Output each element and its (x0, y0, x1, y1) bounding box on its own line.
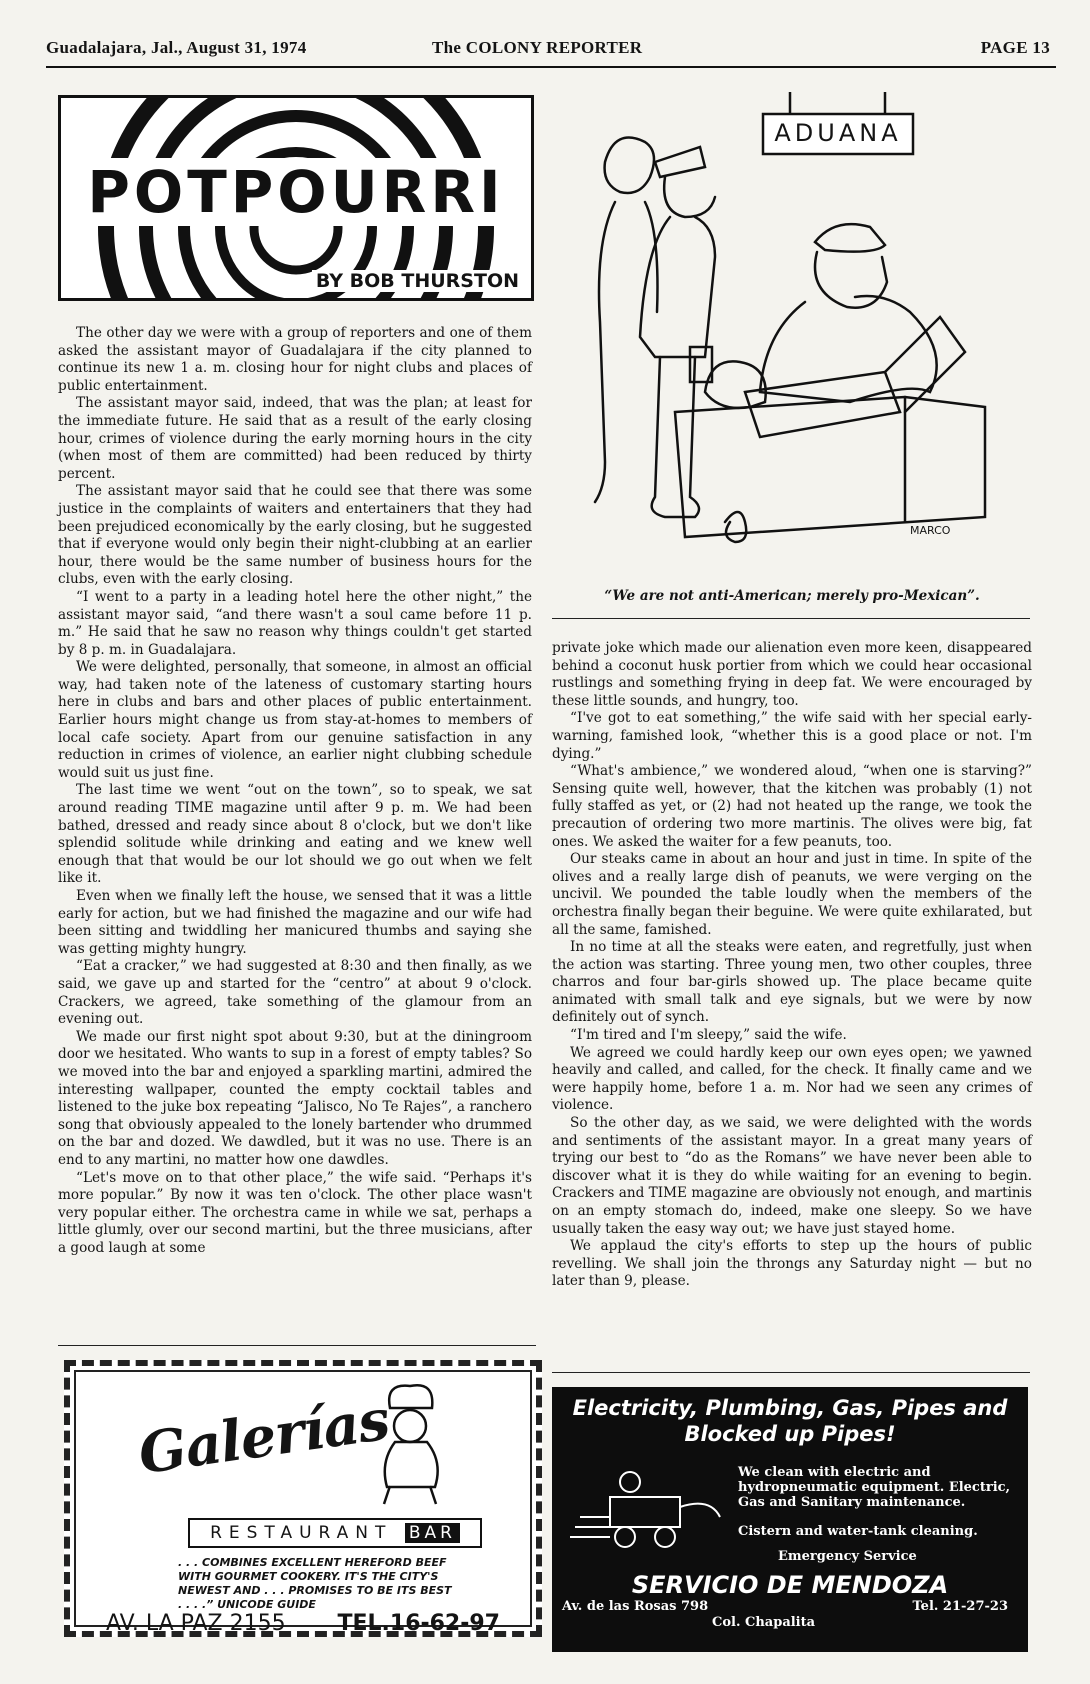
galerias-phone: TEL.16-62-97 (337, 1611, 500, 1636)
mendoza-services (738, 1465, 1018, 1564)
paragraph: We were delighted, personally, that someone, in almost an official way, had taken note of the lateness of customary starting hours here in clubs and bars and other places of public entertainment. Earlier hours might change us from stay-at-homes to members of local cafe society. Apart from our genuine satisfaction in any reduction in crimes of violence, an earlier night clubbing schedule would suit us just fine. (58, 659, 532, 781)
customs-cartoon (585, 92, 1025, 582)
paragraph: The assistant mayor said that he could see that there was some justice in the complaints of waiters and entertainers that they had been prejudiced economically by the early closing, but he suggested that if everyone would only begin their night-clubbing at an earlier hour, there would be the same number of business hours for the clubs, even with the early closing. (58, 483, 532, 588)
paragraph: The assistant mayor said, indeed, that was the plan; at least for the immediate future. He said that as a result of the early closing hour, crimes of violence during the early morning hours in the city (when most of them are committed) had been reduced by thirty percent. (58, 395, 532, 482)
chef-icon (370, 1378, 450, 1508)
mendoza-phone: Tel. 21-27-23 (912, 1599, 1008, 1614)
paragraph: The other day we were with a group of reporters and one of them asked the assistant mayor of Guadalajara if the city planned to continue its new 1 a. m. closing hour for night clubs and places of public entertainment. (58, 325, 532, 394)
review-quote: . . . COMBINES EXCELLENT HEREFORD BEEF WITH GOURMET COOKERY. IT'S THE CITY'S NEWEST AND . . . PROMISES TO BE ITS BEST . . . .” UNICODE GUIDE (178, 1556, 452, 1611)
paragraph: We made our first night spot about 9:30, but at the diningroom door we hesitated. Who wants to sup in a forest of empty tables? So we moved into the bar and enjoyed a sparkling martini, admired the interesting wallpaper, counted the empty cocktail tables and listened to the juke box repeating “Jalisco, No Te Rajes”, a ranchero song that obviously appealed to the lonely bartender who drummed on the bar and dozed. We dawdled, but it was no use. There is an end to any martini, no matter how one dawdles. (58, 1028, 532, 1168)
article-column-right (552, 640, 1032, 1291)
paragraph: Our steaks came in about an hour and just in time. In spite of the olives and a really large dish of peanuts, we were verging on the uncivil. We pounded the table loudly when the members of the orchestra finally began their beguine. We were quite exhilarated, but all the same, famished. (552, 851, 1032, 938)
page-number: PAGE 13 (980, 38, 1050, 57)
article-column-left (58, 325, 532, 1257)
service-line: Emergency Service (778, 1549, 917, 1564)
column-header-box (58, 95, 534, 301)
galerias-address: AV. LA PAZ 2155 (106, 1611, 286, 1636)
dateline: Guadalajara, Jal., August 31, 1974 (46, 38, 307, 57)
mendoza-ad (552, 1387, 1028, 1652)
cartoon-caption: “We are not anti-American; merely pro-Mexican”. (604, 588, 980, 604)
newspaper-name: The COLONY REPORTER (432, 38, 643, 57)
restaurant-bar-banner: RESTAURANT BAR (188, 1518, 482, 1548)
paragraph: “I went to a party in a leading hotel here the other night,” the assistant mayor said, “and there wasn't a soul came before 11 p. m.” He said that he saw no reason why things couldn't get started by 8 p. m. in Guadalajara. (58, 588, 532, 658)
caption-rule (552, 618, 1030, 619)
paragraph: “I'm tired and I'm sleepy,” said the wife. (570, 1027, 847, 1044)
paragraph: The last time we went “out on the town”, so to speak, we sat around reading TIME magazine until after 9 p. m. We had been bathed, dressed and ready since about 8 o'clock, but we don't like splendid solitude while drinking and eating and we knew well enough that that would be our lot should we go out when we felt like it. (58, 782, 532, 887)
paragraph: “Eat a cracker,” we had suggested at 8:30 and then finally, as we said, we gave up and started for the “centro” at about 9 o'clock. Crackers, we agreed, take something of the glamour from an evening out. (58, 958, 532, 1028)
column-title: POTPOURRI (61, 158, 531, 226)
mendoza-business-name: SERVICIO DE MENDOZA (631, 1571, 949, 1599)
paragraph: We applaud the city's efforts to step up the hours of public revelling. We shall join the throngs any Saturday night — but no later than 9, please. (552, 1238, 1032, 1290)
ad-rule-left (58, 1345, 536, 1346)
service-line: We clean with electric and hydropneumatic equipment. Electric, Gas and Sanitary maintenance. (738, 1465, 1011, 1510)
paragraph: “I've got to eat something,” the wife said with her special early-warning, famished look, “whether this is a good place or not. I'm dying.” (552, 710, 1032, 762)
cleaning-machine-icon (570, 1457, 730, 1557)
galerias-ad (64, 1360, 542, 1637)
paragraph: In no time at all the steaks were eaten, and regretfully, just when the action was starting. Three young men, two other couples, three charros and four bar-girls showed up. The place became quite animated with small talk and eye signals, but we were by now definitely out of synch. (552, 939, 1032, 1026)
paragraph: So the other day, as we said, we were delighted with the words and sentiments of the assistant mayor. In a great many years of trying our best to “do as the Romans” we have never been able to discover what it is they do while waiting for an evening to begin. Crackers and TIME magazine are obviously not enough, and martinis on an empty stomach do, indeed, make one sleepy. So we have usually taken the easy way out; we have just stayed home. (552, 1115, 1032, 1237)
galerias-logo: Galerías (134, 1386, 393, 1488)
cartoonist-signature: MARCO (910, 524, 951, 537)
paragraph: We agreed we could hardly keep our own eyes open; we yawned heavily and called, and called, for the check. It finally came and we were happily home, before 1 a. m. Nor had we seen any crimes of violence. (552, 1044, 1032, 1114)
mendoza-headline: Electricity, Plumbing, Gas, Pipes and Blocked up Pipes! (572, 1396, 1008, 1446)
paragraph: private joke which made our alienation even more keen, disappeared behind a coconut husk portier from which we could hear occasional rustlings and something frying in deep fat. We were encouraged by these little sounds, and hungry, too. (552, 640, 1032, 709)
service-line: Cistern and water-tank cleaning. (738, 1524, 978, 1539)
ad-rule-right (552, 1372, 1030, 1373)
cartoon-drawing (585, 92, 1025, 582)
paragraph: “What's ambience,” we wondered aloud, “when one is starving?” Sensing quite well, however, that the kitchen was probably (1) not fully staffed as yet, or (2) had not heated up the range, we took the precaution of ordering two more martinis. The olives were big, fat ones. We asked the waiter for a few peanuts, too. (552, 763, 1032, 850)
paragraph: “Let's move on to that other place,” the wife said. “Perhaps it's more popular.” By now it was ten o'clock. The other place wasn't very popular either. The orchestra came in while we sat, perhaps a little glumly, over our second martini, but the three musicians, after a good laugh at some (58, 1169, 532, 1256)
header-rule (46, 66, 1056, 68)
customs-sign: ADUANA (774, 119, 902, 147)
paragraph: Even when we finally left the house, we sensed that it was a little early for action, but we had finished the magazine and our wife had been sitting and twiddling her manicured thumbs and saying she was getting mighty hungry. (58, 888, 532, 957)
byline: BY BOB THURSTON (312, 270, 523, 292)
mendoza-address: Av. de las Rosas 798 (562, 1599, 709, 1614)
mendoza-district: Col. Chapalita (712, 1615, 816, 1630)
